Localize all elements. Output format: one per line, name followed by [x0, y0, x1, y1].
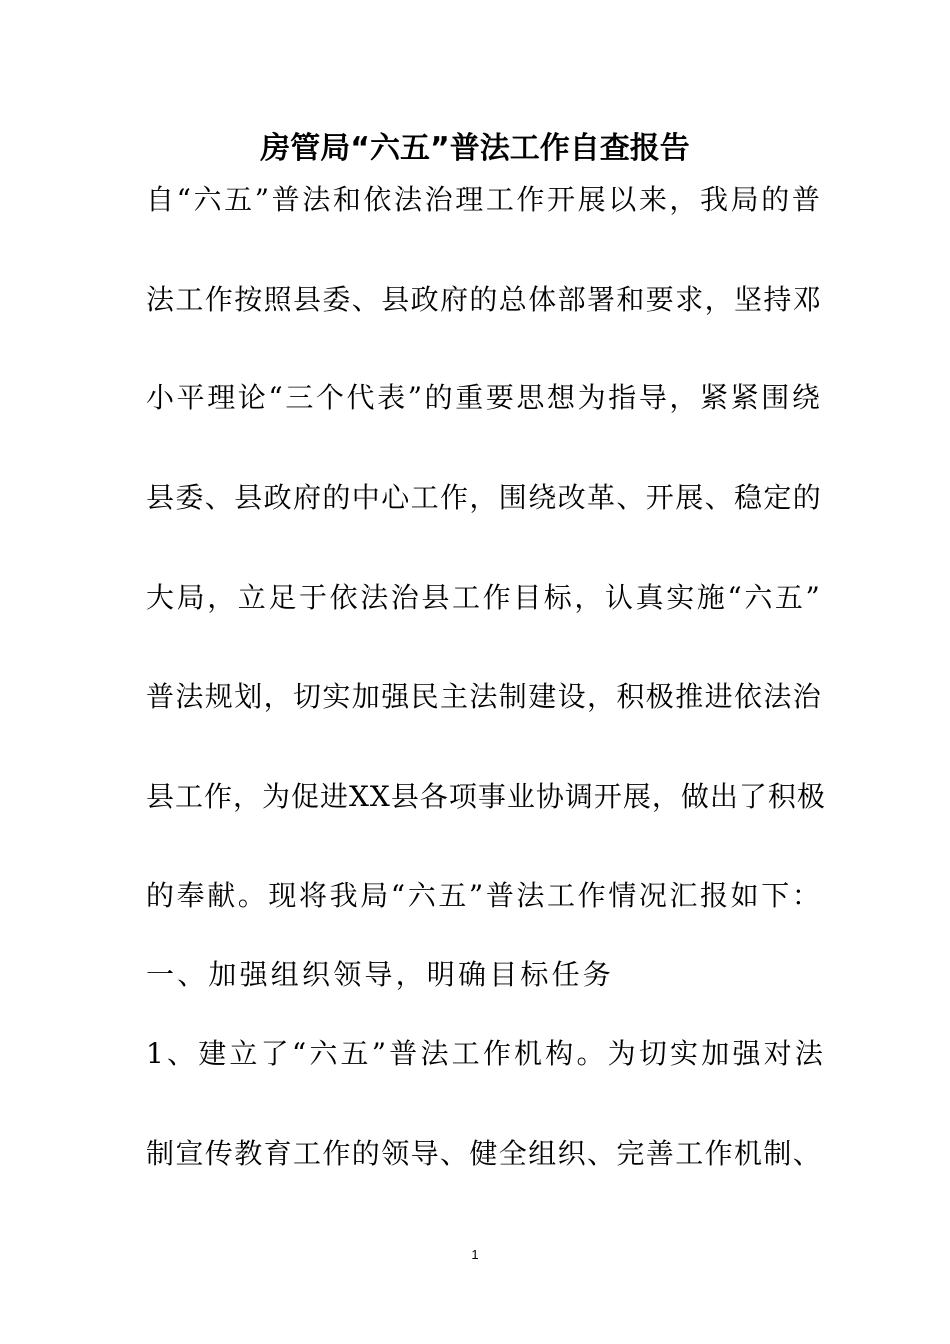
paragraph-line: 的奉献。现将我局“六五”普法工作情况汇报如下： — [146, 879, 823, 912]
paragraph-line: 制宣传教育工作的领导、健全组织、完善工作机制、 — [146, 1137, 823, 1170]
paragraph-line: 普法规划，切实加强民主法制建设，积极推进依法治 — [146, 680, 823, 713]
paragraph-line: 1、建立了“六五”普法工作机构。为切实加强对法 — [146, 1037, 827, 1070]
paragraph-line: 县委、县政府的中心工作，围绕改革、开展、稳定的 — [146, 481, 823, 514]
paragraph-line: 法工作按照县委、县政府的总体部署和要求，坚持邓 — [146, 283, 823, 316]
paragraph-line: 小平理论“三个代表”的重要思想为指导，紧紧围绕 — [146, 381, 823, 414]
paragraph-line: 自“六五”普法和依法治理工作开展以来，我局的普 — [146, 183, 823, 216]
document-title: 房管局“六五”普法工作自查报告 — [260, 131, 690, 166]
section-heading: 一、加强组织领导，明确目标任务 — [146, 958, 615, 991]
page-number: 1 — [471, 1247, 479, 1262]
paragraph-line: 大局，立足于依法治县工作目标，认真实施“六五” — [146, 581, 823, 614]
paragraph-line: 县工作，为促进XX县各项事业协调开展，做出了积极 — [146, 780, 826, 813]
